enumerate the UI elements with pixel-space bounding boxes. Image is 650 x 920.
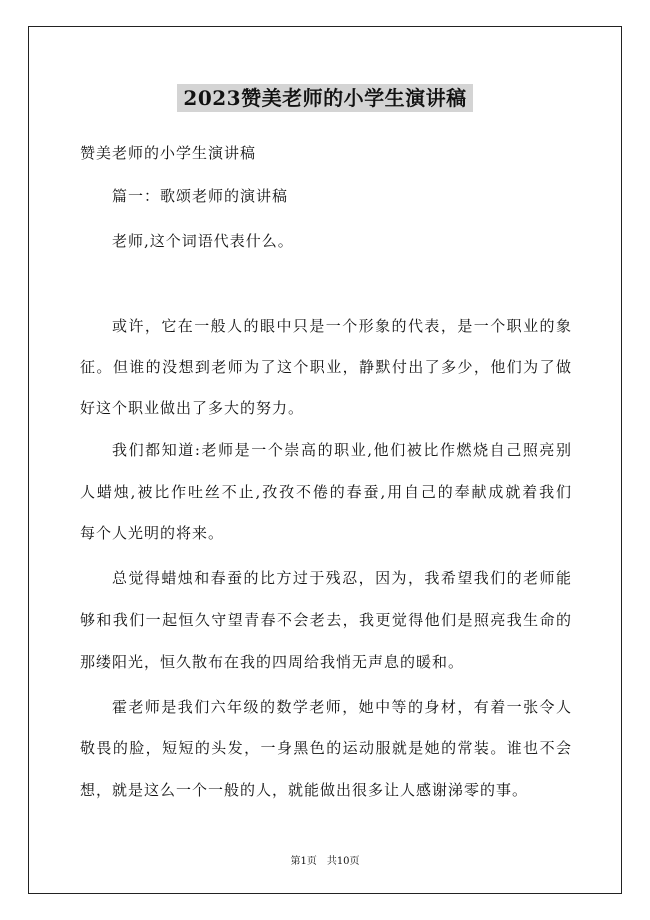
paragraph-3-line-3: 那缕阳光，恒久散布在我的四周给我悄无声息的暖和。 [80, 653, 465, 671]
document-title-wrap [0, 84, 650, 112]
paragraph-2-line-2: 人蜡烛,被比作吐丝不止,孜孜不倦的春蚕,用自己的奉献成就着我们 [80, 483, 572, 501]
paragraph-1-line-2: 征。但谁的没想到老师为了这个职业，静默付出了多少，他们为了做 [80, 358, 572, 376]
intro-line: 老师,这个词语代表什么。 [112, 232, 294, 250]
paragraph-3-line-1: 总觉得蜡烛和春蚕的比方过于残忍，因为，我希望我们的老师能 [112, 569, 572, 587]
paragraph-2-line-3: 每个人光明的将来。 [80, 524, 225, 542]
paragraph-1-line-1: 或许，它在一般人的眼中只是一个形象的代表，是一个职业的象 [112, 317, 572, 335]
paragraph-3-line-2: 够和我们一起恒久守望青春不会老去，我更觉得他们是照亮我生命的 [80, 611, 572, 629]
paragraph-2-line-1: 我们都知道:老师是一个崇高的职业,他们被比作燃烧自己照亮别 [112, 441, 572, 459]
section-heading: 篇一：歌颂老师的演讲稿 [112, 187, 289, 205]
paragraph-4-line-1: 霍老师是我们六年级的数学老师，她中等的身材，有着一张令人 [112, 698, 572, 716]
paragraph-1-line-3: 好这个职业做出了多大的努力。 [80, 399, 305, 417]
page-footer: 第1页 共10页 [290, 856, 360, 867]
paragraph-4-line-2: 敬畏的脸，短短的头发，一身黑色的运动服就是她的常装。谁也不会 [80, 739, 572, 757]
document-title: 2023赞美老师的小学生演讲稿 [177, 84, 472, 112]
paragraph-4-line-3: 想，就是这么一个一般的人，就能做出很多让人感谢涕零的事。 [80, 781, 529, 799]
document-subtitle: 赞美老师的小学生演讲稿 [80, 144, 257, 162]
